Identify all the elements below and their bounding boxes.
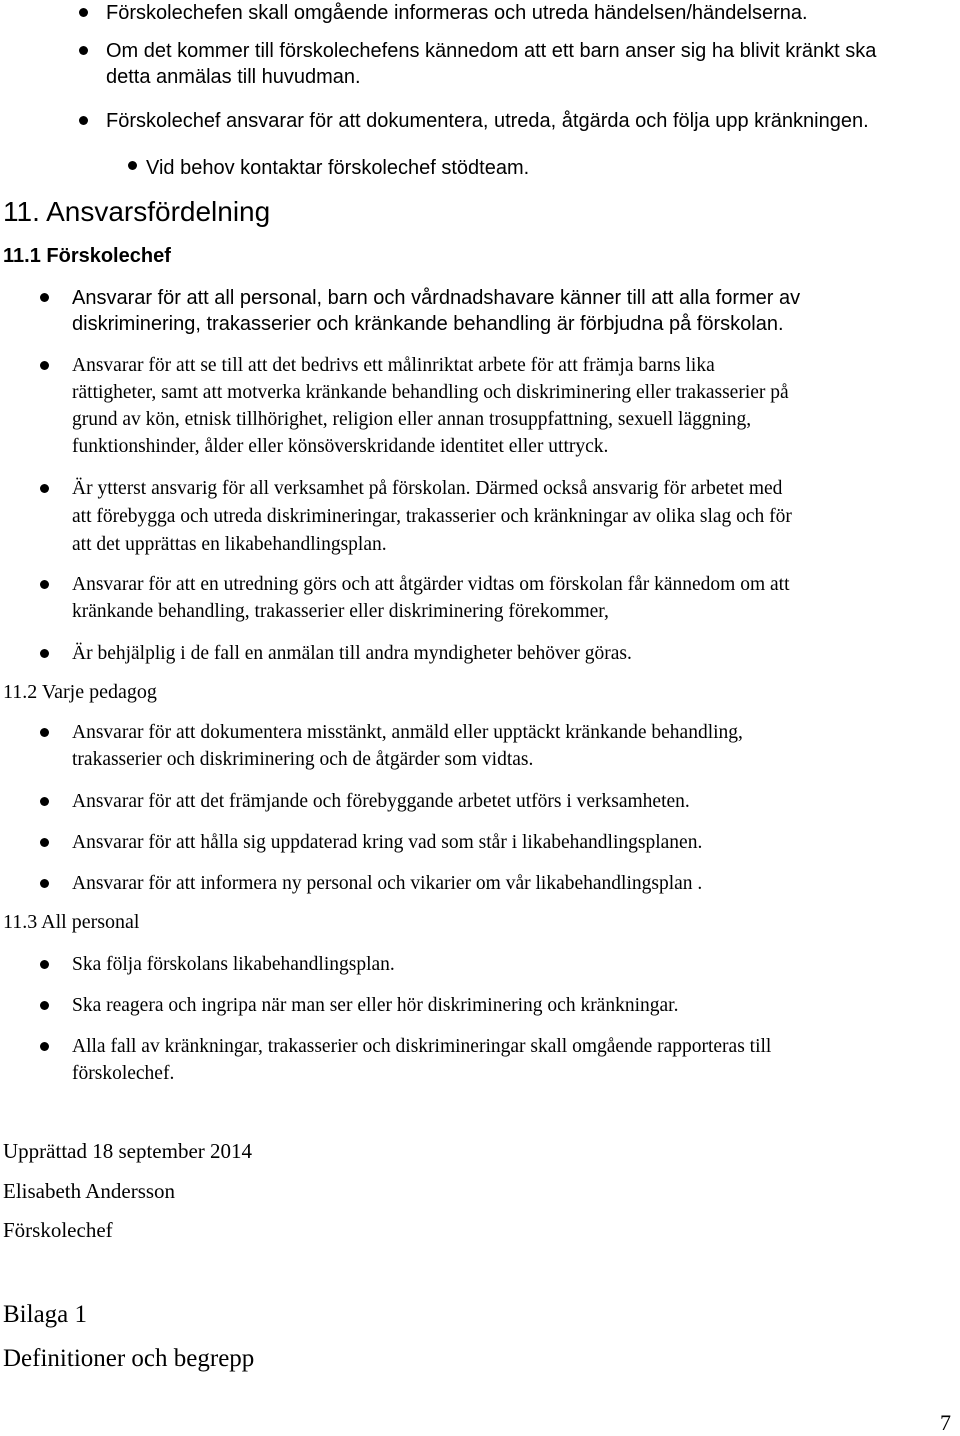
bullet-icon [40,580,49,589]
bullet-icon [40,838,49,847]
bullet-icon [40,361,49,370]
subsection-title-all-personal: 11.3 All personal [3,911,140,933]
bullet-icon [40,1042,49,1051]
bullet-icon [40,797,49,806]
bullet-icon [40,879,49,888]
list-item-line: Ansvarar för att informera ny personal och vikarier om vår likabehandlingsplan . [72,873,703,894]
list-item-line: Ansvarar för att dokumentera misstänkt, anmäld eller upptäckt kränkande behandling, [72,722,743,743]
signature-name: Elisabeth Andersson [3,1179,176,1203]
list-item-line: Ansvarar för att se till att det bedrivs ett målinriktat arbete för att främja barns lika [72,355,715,376]
bullet-icon [40,649,49,658]
list-item-line: Är behjälplig i de fall en anmälan till andra myndigheter behöver göras. [72,643,632,664]
list-item-line: diskriminering, trakasserier och kränkande behandling är förbjudna på förskolan. [72,313,784,335]
bullet-icon [40,293,49,302]
appendix-title: Bilaga 1 [3,1301,88,1328]
list-item-line: Ansvarar för att en utredning görs och att åtgärder vidtas om förskolan får kännedom om att [72,574,790,595]
list-item-line: rättigheter, samt att motverka kränkande behandling och diskriminering eller trakasserier på [72,382,789,403]
bullet-icon [79,8,88,17]
intro-bullet-4: Vid behov kontaktar förskolechef stödteam. [146,157,530,179]
list-item-line: Ska reagera och ingripa när man ser eller hör diskriminering och kränkningar. [72,995,679,1016]
intro-bullet-1: Förskolechefen skall omgående informeras och utreda händelsen/händelserna. [106,2,808,24]
bullet-icon [40,484,49,493]
bullet-icon [128,161,137,170]
list-item-line: Är ytterst ansvarig för all verksamhet på förskolan. Därmed också ansvarig för arbetet med [72,478,783,499]
subsection-title-varje-pedagog: 11.2 Varje pedagog [3,681,157,703]
list-item-line: Ska följa förskolans likabehandlingsplan. [72,954,395,975]
intro-bullet-2-line-1: Om det kommer till förskolechefens kännedom att ett barn anser sig ha blivit kränkt ska [106,40,877,62]
list-item-line: grund av kön, etnisk tillhörighet, religion eller annan trosuppfattning, sexuell läggning, [72,409,752,430]
bullet-icon [40,728,49,737]
bullet-icon [79,46,88,55]
subsection-title-forskolechef: 11.1 Förskolechef [3,245,171,267]
list-item-line: trakasserier och diskriminering och de åtgärder som vidtas. [72,749,534,770]
list-item-line: att det upprättas en likabehandlingsplan. [72,534,387,555]
list-item-line: att förebygga och utreda diskrimineringar, trakasserier och kränkningar av olika slag och för [72,506,792,527]
intro-bullet-2-line-2: detta anmälas till huvudman. [106,66,361,88]
list-item-line: kränkande behandling, trakasserier eller diskriminering förekommer, [72,601,609,622]
bullet-icon [79,116,88,125]
bullet-icon [40,1001,49,1010]
signature-date: Upprättad 18 september 2014 [3,1139,253,1163]
page-number: 7 [940,1410,951,1435]
appendix-subtitle: Definitioner och begrepp [3,1345,255,1372]
section-title: 11. Ansvarsfördelning [3,196,271,227]
list-item-line: Ansvarar för att det främjande och förebyggande arbetet utförs i verksamheten. [72,791,690,812]
bullet-icon [40,960,49,969]
list-item-line: Ansvarar för att hålla sig uppdaterad kring vad som står i likabehandlingsplanen. [72,832,703,853]
intro-bullet-3: Förskolechef ansvarar för att dokumentera, utreda, åtgärda och följa upp kränkningen. [106,110,869,132]
list-item-line: Alla fall av kränkningar, trakasserier och diskrimineringar skall omgående rapporteras till [72,1036,772,1057]
signature-role: Förskolechef [3,1218,113,1242]
list-item-line: förskolechef. [72,1063,175,1084]
list-item-line: funktionshinder, ålder eller könsöverskridande identitet eller uttryck. [72,436,609,457]
list-item-line: Ansvarar för att all personal, barn och vårdnadshavare känner till att alla former av [72,287,801,309]
